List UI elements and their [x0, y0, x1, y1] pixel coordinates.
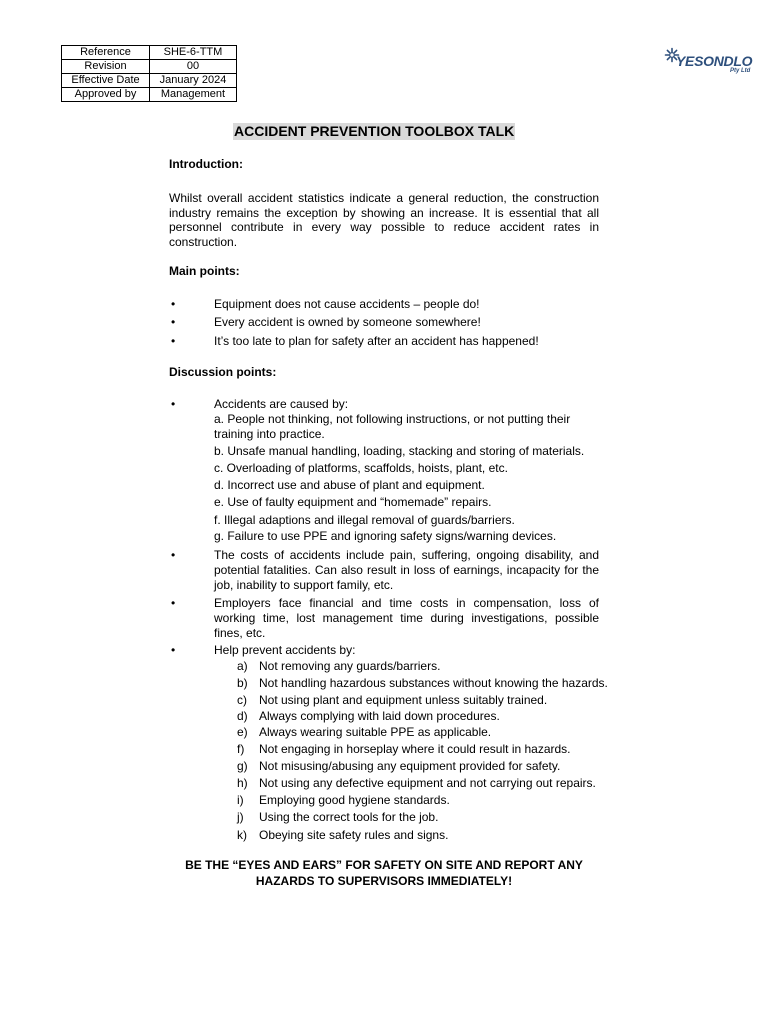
prevent-item-letter: f) [237, 742, 245, 756]
prevent-item-letter: k) [237, 828, 247, 842]
main-points-heading: Main points: [169, 264, 240, 278]
prevent-item-letter: h) [237, 776, 248, 790]
effective-date-row [62, 74, 237, 88]
cause-item: f. Illegal adaptions and illegal removal of guards/barriers. [214, 513, 515, 527]
prevent-item-letter: e) [237, 725, 248, 739]
prevent-intro-text: Help prevent accidents by: [214, 643, 356, 657]
prevent-item-text: Employing good hygiene standards. [259, 793, 450, 807]
closing-line-2: HAZARDS TO SUPERVISORS IMMEDIATELY! [255, 874, 513, 888]
employers-text: Employers face financial and time costs in compensation, loss of working time, lost management time during investigations, possible fines, etc. [214, 596, 599, 640]
cause-item: a. People not thinking, not following instructions, or not putting their training into practice. [214, 412, 571, 441]
reference-row [62, 46, 237, 60]
discussion-points-heading: Discussion points: [169, 365, 277, 379]
costs-text: The costs of accidents include pain, suffering, ongoing disability, and potential fatalities. Can also result in loss of earnings, incapacity for the job, inability to support family, etc. [214, 548, 599, 592]
company-logo [664, 47, 760, 77]
closing-statement [150, 857, 618, 889]
approved-by-label: Approved by [62, 88, 150, 102]
introduction-heading: Introduction: [169, 157, 243, 171]
prevent-item-text: Always wearing suitable PPE as applicable. [259, 725, 492, 739]
logo-wordmark: YESONDLO [676, 53, 753, 69]
reference-value: SHE-6-TTM [150, 46, 237, 60]
bullet-icon: • [171, 596, 176, 610]
cause-item: c. Overloading of platforms, scaffolds, hoists, plant, etc. [214, 461, 508, 475]
closing-line-1: BE THE “EYES AND EARS” FOR SAFETY ON SITE AND REPORT ANY [185, 858, 583, 872]
prevent-item-letter: j) [237, 810, 244, 824]
main-point-text: Equipment does not cause accidents – people do! [214, 297, 480, 311]
prevent-item-text: Not using any defective equipment and not carrying out repairs. [259, 776, 596, 790]
cause-item: e. Use of faulty equipment and “homemade” repairs. [214, 495, 492, 509]
prevent-item-text: Not engaging in horseplay where it could result in hazards. [259, 742, 571, 756]
prevent-item-text: Obeying site safety rules and signs. [259, 828, 449, 842]
cause-item: g. Failure to use PPE and ignoring safety signs/warning devices. [214, 529, 557, 543]
revision-row [62, 60, 237, 74]
main-point-text: Every accident is owned by someone somewhere! [214, 315, 481, 329]
prevent-item-letter: g) [237, 759, 248, 773]
prevent-item-letter: d) [237, 709, 248, 723]
bullet-icon: • [171, 397, 176, 411]
reference-label: Reference [62, 46, 150, 60]
page-title: ACCIDENT PREVENTION TOOLBOX TALK [234, 123, 515, 139]
prevent-item-text: Not handling hazardous substances without knowing the hazards. [259, 676, 608, 690]
bullet-icon: • [171, 548, 176, 562]
bullet-icon: • [171, 334, 176, 348]
bullet-icon: • [171, 297, 176, 311]
prevent-item-text: Not using plant and equipment unless suitably trained. [259, 693, 548, 707]
bullet-icon: • [171, 643, 176, 657]
effective-date-label: Effective Date [62, 74, 150, 88]
approved-by-row [62, 88, 237, 102]
revision-label: Revision [62, 60, 150, 74]
prevent-item-letter: c) [237, 693, 247, 707]
document-control-table [61, 45, 237, 102]
prevent-item-letter: a) [237, 659, 248, 673]
prevent-item-text: Not removing any guards/barriers. [259, 659, 441, 673]
prevent-item-letter: i) [237, 793, 244, 807]
prevent-item-text: Not misusing/abusing any equipment provided for safety. [259, 759, 561, 773]
cause-item: d. Incorrect use and abuse of plant and equipment. [214, 478, 485, 492]
main-point-text: It’s too late to plan for safety after an accident has happened! [214, 334, 539, 348]
prevent-item-letter: b) [237, 676, 248, 690]
prevent-item-text: Using the correct tools for the job. [259, 810, 439, 824]
introduction-text: Whilst overall accident statistics indicate a general reduction, the construction industry remains the exception by showing an increase. It is essential that all personnel contribute in every way possible to reduce accident rates in construction. [169, 191, 599, 249]
bullet-icon: • [171, 315, 176, 329]
causes-intro-text: Accidents are caused by: [214, 397, 349, 411]
cause-item: b. Unsafe manual handling, loading, stacking and storing of materials. [214, 444, 585, 458]
revision-value: 00 [150, 60, 237, 74]
prevent-item-text: Always complying with laid down procedures. [259, 709, 500, 723]
logo-subtext: Pty Ltd [730, 68, 751, 74]
effective-date-value: January 2024 [150, 74, 237, 88]
approved-by-value: Management [150, 88, 237, 102]
